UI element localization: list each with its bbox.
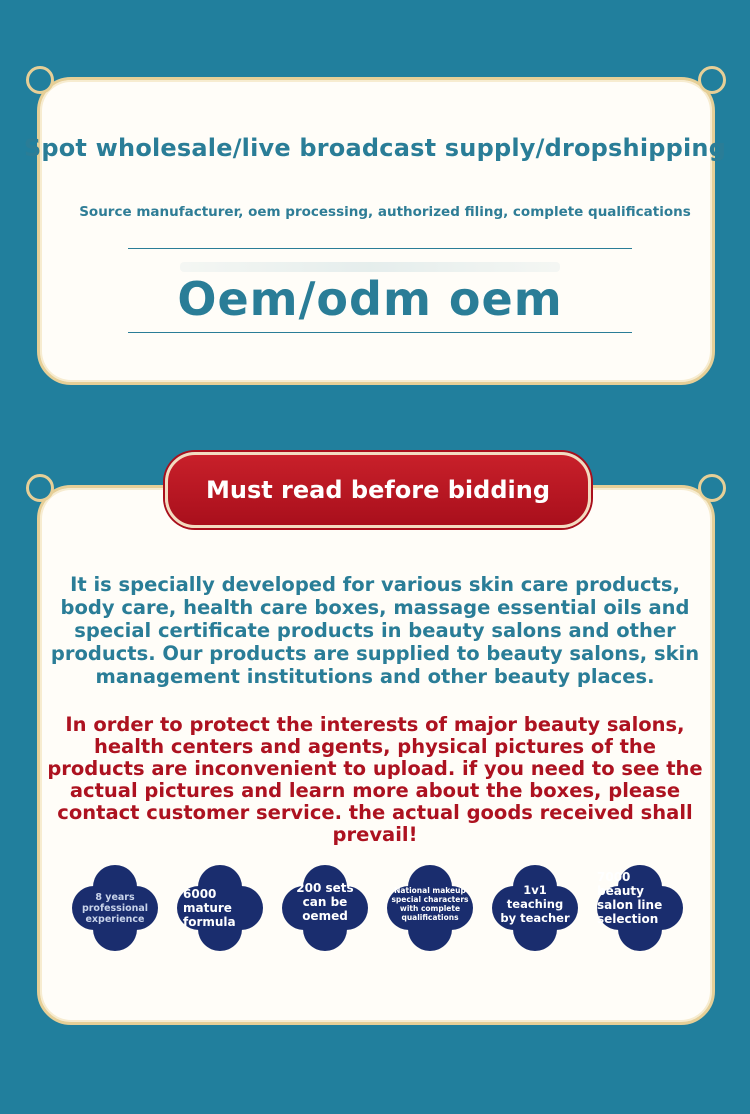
big-title: Oem/odm oem bbox=[177, 272, 563, 326]
divider-top bbox=[128, 248, 632, 249]
badge-text: 200 sets can be oemed bbox=[296, 881, 354, 923]
badge-text: 1v1 teaching by teacher bbox=[500, 883, 570, 925]
badge-teaching bbox=[492, 865, 578, 951]
badge-selection bbox=[597, 865, 683, 951]
faint-decoration bbox=[180, 262, 560, 272]
subline: Source manufacturer, oem processing, authorized filing, complete qualifications bbox=[79, 204, 691, 220]
badge-text: 8 years professional experience bbox=[81, 891, 149, 925]
badge-qualifications bbox=[387, 865, 473, 951]
divider-bottom bbox=[128, 332, 632, 333]
top-card bbox=[37, 77, 715, 385]
warning-paragraph: In order to protect the interests of major beauty salons, health centers and agents, physical pictures of the products are inconvenient to upload. if you need to see the actual pictures and learn more about the boxes, please contact customer service. the actual goods received shall prevail! bbox=[47, 713, 703, 846]
headline: Spot wholesale/live broadcast supply/dropshipping bbox=[23, 134, 727, 162]
badge-sets bbox=[282, 865, 368, 951]
banner-label: Must read before bidding bbox=[205, 476, 551, 504]
badge-experience bbox=[72, 865, 158, 951]
feature-badges bbox=[72, 865, 684, 951]
badge-text: 6000 mature formula bbox=[183, 887, 236, 929]
notice-banner bbox=[165, 452, 591, 528]
badge-text: National makeup special characters with complete qualifications bbox=[391, 886, 469, 922]
badge-formula bbox=[177, 865, 263, 951]
intro-paragraph: It is specially developed for various skin care products, body care, health care boxes, massage essential oils and special certificate products in beauty salons and other products. Our products are supplied to beauty salons, skin management institutions and other beauty places. bbox=[50, 573, 700, 688]
badge-text: 7000 beauty salon line selection bbox=[597, 870, 663, 926]
